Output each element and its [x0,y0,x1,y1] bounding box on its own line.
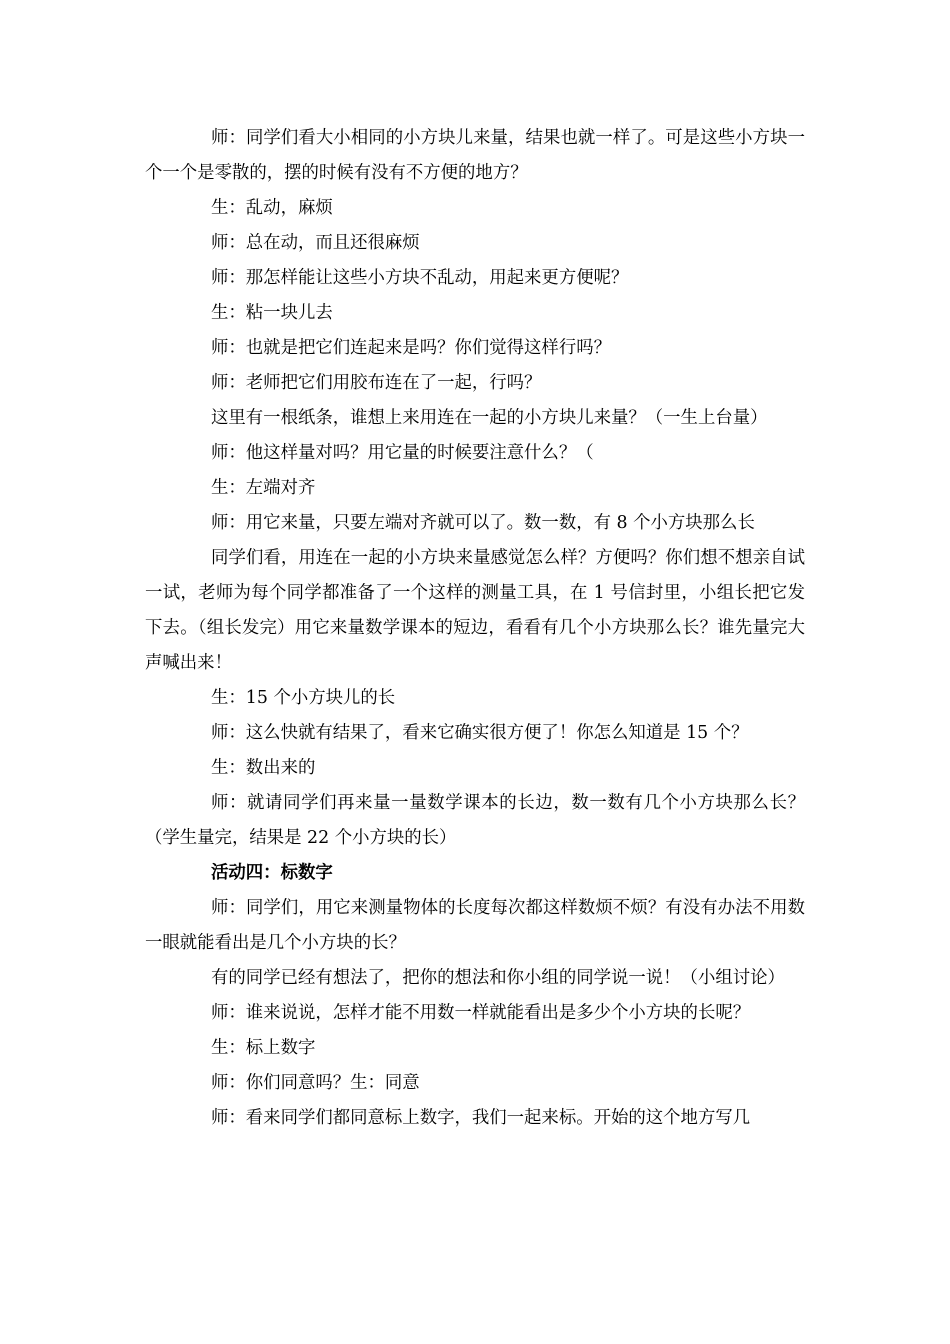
document-body [145,121,805,1136]
paragraph-9: 师：他这样量对吗？用它量的时候要注意什么？（ [211,443,594,463]
section-heading: 活动四：标数字 [211,863,333,883]
paragraph-7: 师：老师把它们用胶布连在了一起，行吗？ [211,373,542,393]
paragraph-4: 师：那怎样能让这些小方块不乱动，用起来更方便呢？ [211,268,629,288]
paragraph-14: 师：这么快就有结果了，看来它确实很方便了！你怎么知道是 15 个？ [211,723,749,743]
paragraph-12: 同学们看，用连在一起的小方块来量感觉怎么样？方便吗？你们想不想亲自试一试，老师为每个同学都准备了一个这样的测量工具，在 1 号信封里，小组长把它发下去。（组长发完）用它来量数学课本的短边，看看有几个小方块那么长？谁先量完大声喊出来！ [145,548,805,673]
paragraph-8: 这里有一根纸条，谁想上来用连在一起的小方块儿来量？（一生上台量） [211,408,768,428]
paragraph-20: 师：谁来说说，怎样才能不用数一样就能看出是多少个小方块的长呢？ [211,1003,751,1023]
paragraph-21: 生：标上数字 [211,1038,316,1058]
paragraph-3: 师：总在动，而且还很麻烦 [211,233,420,253]
paragraph-2: 生：乱动，麻烦 [211,198,333,218]
paragraph-18: 师：同学们，用它来测量物体的长度每次都这样数烦不烦？有没有办法不用数一眼就能看出是几个小方块的长？ [145,898,805,953]
paragraph-15: 生：数出来的 [211,758,316,778]
paragraph-16: 师：就请同学们再来量一量数学课本的长边，数一数有几个小方块那么长？（学生量完，结果是 22 个小方块的长） [145,793,805,848]
paragraph-10: 生：左端对齐 [211,478,316,498]
paragraph-1: 师：同学们看大小相同的小方块儿来量，结果也就一样了。可是这些小方块一个一个是零散的，摆的时候有没有不方便的地方？ [145,128,805,183]
paragraph-11: 师：用它来量，只要左端对齐就可以了。数一数，有 8 个小方块那么长 [211,513,755,533]
paragraph-19: 有的同学已经有想法了，把你的想法和你小组的同学说一说！（小组讨论） [211,968,785,988]
paragraph-5: 生：粘一块儿去 [211,303,333,323]
paragraph-6: 师：也就是把它们连起来是吗？你们觉得这样行吗？ [211,338,611,358]
paragraph-22: 师：你们同意吗？生：同意 [211,1073,420,1093]
paragraph-13: 生：15 个小方块儿的长 [211,688,396,708]
paragraph-23: 师：看来同学们都同意标上数字，我们一起来标。开始的这个地方写几 [211,1108,751,1128]
